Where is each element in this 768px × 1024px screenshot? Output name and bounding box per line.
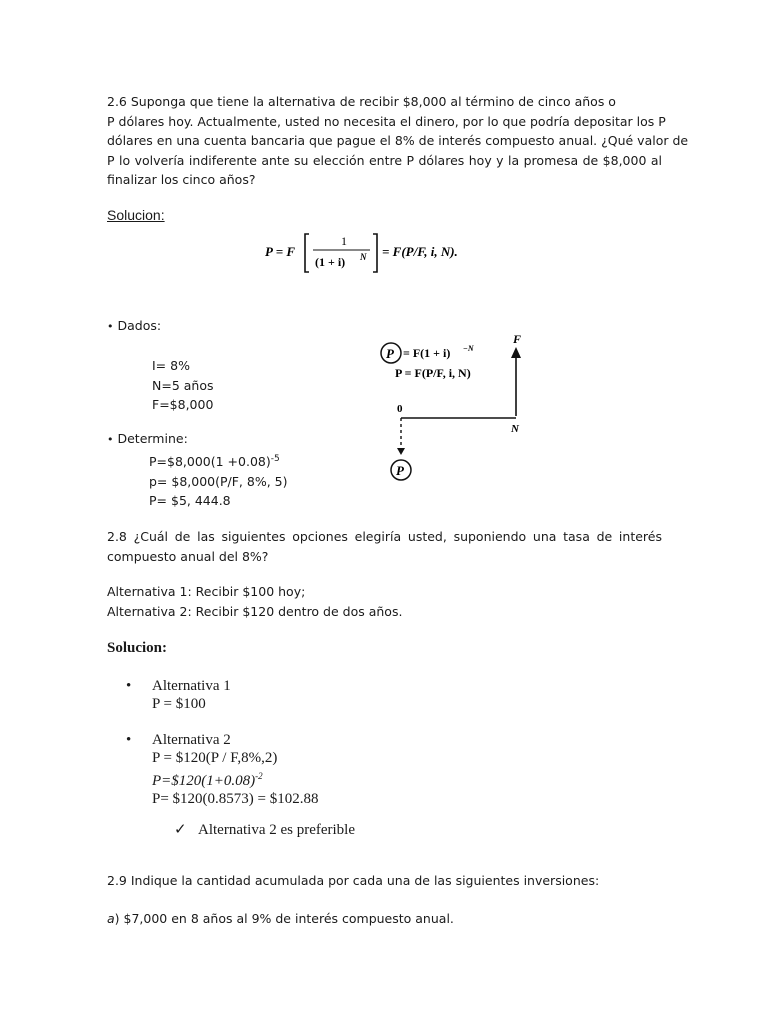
bullet: • (107, 320, 114, 333)
left-bracket (305, 234, 309, 272)
p-arrowhead (397, 448, 405, 455)
given-label: Dados: (117, 318, 162, 333)
diagram-eq-1: = F(1 + i) (403, 346, 451, 360)
diagram-eq-1-exp: −N (463, 344, 474, 353)
f-arrowhead (511, 347, 521, 358)
q28-item-1 (126, 677, 231, 713)
label-f: F (513, 332, 522, 346)
bullet: • (107, 433, 114, 446)
question-2-6 (107, 92, 689, 190)
determine-exp-1: -5 (270, 454, 280, 464)
bullet: • (126, 678, 132, 694)
q28-alternatives (107, 582, 402, 621)
q28-item-2-result: P= $120(0.8573) = $102.88 (152, 791, 319, 807)
given-block (107, 318, 161, 333)
q26-line-3: dólares en una cuenta bancaria que pague el 8% de interés compuesto anual. ¿Qué valor de (107, 133, 689, 148)
q28-item-1-value: P = $100 (152, 696, 206, 712)
determine-line-1 (149, 450, 288, 472)
q28-item-2 (126, 731, 319, 808)
q28-conclusion-text: Alternativa 2 es preferible (198, 822, 356, 838)
bullet: • (126, 732, 132, 748)
q26-line-4: P lo volvería indiferente ante su elección entre P dólares hoy y la promesa de $8,000 al (107, 152, 662, 168)
formula-lhs: P = F (265, 244, 296, 259)
q28-item-2-line-2 (126, 767, 319, 790)
label-zero: 0 (397, 403, 403, 415)
determine-label: Determine: (117, 431, 188, 446)
q28-item-2-exp-2: -2 (255, 771, 263, 781)
q28-item-2-line-1 (126, 749, 319, 767)
q29-item-a-letter: a (107, 911, 115, 926)
determine-label-row (107, 431, 188, 446)
formula-rhs: = F(P/F, i, N). (382, 244, 458, 259)
formula-p-f (265, 228, 485, 276)
given-values (152, 356, 214, 415)
checkmark-icon: ✓ (174, 822, 187, 838)
q28-item-2-expr-1: P = $120(P / F,8%,2) (152, 750, 278, 766)
q28-alternative-1: Alternativa 1: Recibir $100 hoy; (107, 584, 306, 599)
given-label-row (107, 318, 161, 333)
given-periods: N=5 años (152, 377, 214, 393)
q26-line-2: P dólares hoy. Actualmente, usted no necesita el dinero, por lo que podría depositar los P (107, 113, 666, 129)
determine-line-2: p= $8,000(P/F, 8%, 5) (149, 473, 288, 489)
determine-expr-1: P=$8,000(1 +0.08) (149, 454, 271, 470)
q29-intro: 2.9 Indique la cantidad acumulada por cada una de las siguientes inversiones: (107, 873, 600, 888)
q28-line-2: compuesto anual del 8%? (107, 548, 269, 564)
diagram-eq-2: P = F(P/F, i, N) (395, 366, 471, 380)
q29-item-a-text: ) $7,000 en 8 años al 9% de interés compuesto anual. (114, 911, 454, 926)
p-circle-bottom-label: P (396, 463, 404, 478)
q28-solution-heading: Solucion: (107, 640, 168, 656)
q26-solution-heading: Solucion: (107, 207, 165, 223)
question-2-8 (107, 527, 662, 566)
determine-line-3: P= $5, 444.8 (149, 493, 231, 509)
q26-line-1: 2.6 Suponga que tiene la alternativa de recibir $8,000 al término de cinco años o (107, 94, 616, 109)
q28-line-1: 2.8 ¿Cuál de las siguientes opciones elegiría usted, suponiendo una tasa de interés (107, 529, 662, 544)
cash-flow-svg (375, 328, 535, 488)
q28-item-1-line-1 (126, 695, 231, 713)
given-interest: I= 8% (152, 358, 190, 373)
formula-numerator: 1 (341, 234, 347, 248)
q28-item-2-title-row (126, 731, 319, 749)
cash-flow-diagram (375, 328, 535, 488)
label-n: N (511, 423, 519, 435)
q28-item-2-expr-2: P=$120(1+0.08) (152, 773, 256, 789)
q28-item-1-title-row (126, 677, 231, 695)
formula-denominator: (1 + i) (315, 255, 346, 269)
given-future-value: F=$8,000 (152, 397, 214, 412)
q28-alternative-2: Alternativa 2: Recibir $120 dentro de dos años. (107, 603, 403, 619)
q28-item-2-line-3 (126, 790, 319, 808)
formula-exponent: N (360, 252, 367, 262)
q28-item-2-title: Alternativa 2 (152, 732, 231, 748)
q28-item-1-title: Alternativa 1 (152, 678, 231, 694)
q26-line-5: finalizar los cinco años? (107, 172, 256, 187)
q29-item-a (107, 911, 454, 926)
p-circle-top-label: P (386, 346, 394, 361)
formula-svg (265, 228, 485, 276)
right-bracket (373, 234, 377, 272)
q28-conclusion (174, 820, 355, 839)
determine-values (149, 450, 288, 511)
